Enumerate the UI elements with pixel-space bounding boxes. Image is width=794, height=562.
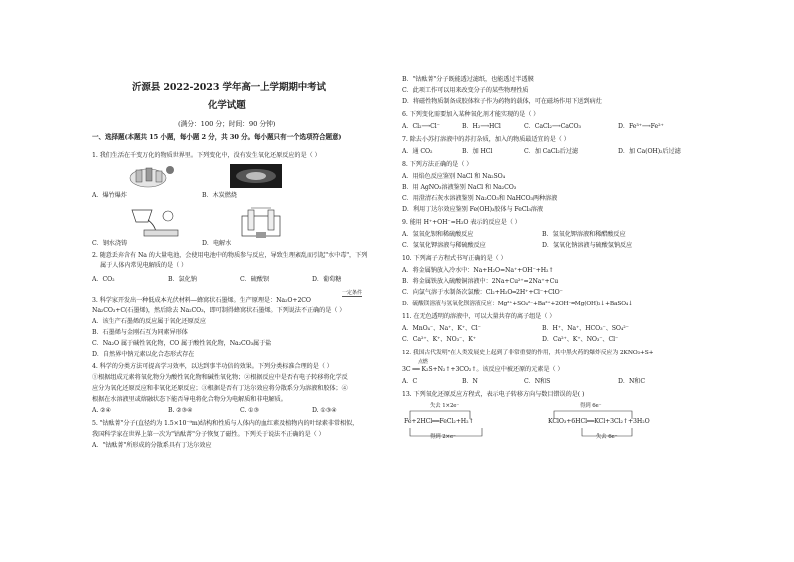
question-2-line-2: 属于人体内常见电解质的是（ ） bbox=[100, 262, 188, 269]
q5-option-a[interactable]: A．"钴酞菁"所形成的分散系具有丁达尔效应 bbox=[92, 442, 212, 449]
q2-option-b[interactable]: B．氯化钠 bbox=[168, 276, 197, 283]
question-3-line-1: 3. 科学家开发出一种低成本光伏材料—蜂窝状石墨烯。生产原理是：Na₂O+2CO bbox=[92, 297, 311, 304]
ignite-label: 点燃 bbox=[418, 359, 428, 365]
q7-option-d[interactable]: D．加 Ca(OH)₂后过滤 bbox=[618, 148, 681, 155]
question-9: 9. 能用 H⁺+OH⁻=H₂O 表示的反应是（ ） bbox=[402, 219, 521, 226]
condition-label: 一定条件 bbox=[342, 290, 363, 296]
q9-option-b[interactable]: B．氢氧化钾溶液和稀醋酸反应 bbox=[542, 231, 626, 238]
firecracker-image bbox=[126, 162, 178, 190]
q1-option-b[interactable]: B．木炭燃烧 bbox=[202, 192, 237, 199]
q8-option-d[interactable]: D．利用丁达尔效应鉴别 Fe(OH)₃胶体与 FeCl₃溶液 bbox=[402, 206, 543, 213]
electrolysis-image bbox=[238, 206, 284, 240]
q9-option-d[interactable]: D．氢氧化钠溶液与硫酸氢钠反应 bbox=[542, 242, 633, 249]
question-1: 1. 我们生活在千变万化的物质世界里。下列变化中，没有发生氧化还原反应的是（ ） bbox=[92, 152, 321, 159]
charcoal-image bbox=[230, 162, 282, 190]
q11-option-d[interactable]: D．Ca²⁺、K⁺、NO₃⁻、Cl⁻ bbox=[542, 336, 619, 343]
q13-b-equation[interactable]: KClO₃+6HCl══KCl+3Cl₂↑+3H₂O bbox=[548, 418, 650, 425]
q3-option-c[interactable]: C．Na₂O 属于碱性氧化物，CO 属于酸性氧化物，Na₂CO₃属于盐 bbox=[92, 340, 272, 347]
q11-option-c[interactable]: C．Ca²⁺、K⁺、NO₃⁻、K⁺ bbox=[402, 336, 476, 343]
question-5-line-1: 5. "钴酞菁"分子(直径约为 1.5×10⁻⁹m)结构和性质与人体内的血红素及植物内的叶绿素非常相似， bbox=[92, 420, 359, 427]
q12-option-b[interactable]: B．N bbox=[462, 378, 478, 385]
question-13: 13. 下列氧化还原反应方程式，表示电子转移方向与数目错误的是( ) bbox=[402, 391, 585, 398]
question-10: 10. 下列离子方程式书写正确的是（ ） bbox=[402, 255, 507, 262]
q6-option-b[interactable]: B．H₂⟶HCl bbox=[462, 123, 501, 130]
question-12-line-1: 12. 我国古代发明"在人类发展史上起到了非常重要的作用，其中黑火药的爆炸反应为 2KNO₃+S+ bbox=[402, 350, 654, 356]
q1-option-c[interactable]: C．钢水浇铸 bbox=[92, 240, 128, 247]
question-4-line-2: ①根据组成元素将氧化物分为酸性氧化物和碱性氧化物；②根据反应中是否有电子转移将化学反 bbox=[92, 374, 348, 381]
q5-option-d[interactable]: D．将磁性物质制备成胶体粒子作为药物的载体，可在磁场作用下送到病灶 bbox=[402, 98, 602, 105]
q7-option-c[interactable]: C．加 CaCl₂后过滤 bbox=[524, 148, 579, 155]
exam-subject: 化学试题 bbox=[208, 100, 246, 111]
q4-option-a[interactable]: A. ②④ bbox=[92, 407, 111, 414]
q8-option-c[interactable]: C．用澄清石灰水溶液鉴别 Na₂CO₃和 NaHCO₃两种溶液 bbox=[402, 195, 558, 202]
question-11: 11. 在无色透明的溶液中，可以大量共存的离子组是（ ） bbox=[402, 313, 556, 320]
q10-option-c[interactable]: C．向氯气溶于水制备次氯酸：Cl₂+H₂O═2H⁺+Cl⁻+ClO⁻ bbox=[402, 289, 563, 296]
question-4-line-1: 4. 科学的分类方法可提高学习效率，以达到事半功倍的效果。下列分类标准合理的是（ ） bbox=[92, 363, 333, 370]
q1-option-d[interactable]: D．电解水 bbox=[202, 240, 232, 247]
q8-option-b[interactable]: B．用 AgNO₃溶液鉴别 NaCl 和 Na₂CO₃ bbox=[402, 184, 517, 191]
question-4-line-3: 应分为氧化还原反应和非氧化还原反应；③根据是否有丁达尔效应将分散系分为溶液和胶体；④ bbox=[92, 385, 348, 392]
q12-option-c[interactable]: C．N和S bbox=[524, 378, 551, 385]
q7-option-a[interactable]: A．通 CO₂ bbox=[402, 148, 433, 155]
q10-option-d[interactable]: D．硫酸镁溶液与氢氧化钡溶液反应：Mg²⁺+SO₄²⁻+Ba²⁺+2OH⁻═Mg(OH)₂↓+BaSO₄↓ bbox=[402, 301, 633, 307]
q6-option-c[interactable]: C．CaCl₂⟶CaCO₃ bbox=[524, 123, 581, 130]
question-2-line-1: 2. 随意丢弃含有 Na 的大量电池，会使用电池中的物质参与反应，导致生理紊乱而引起"水中毒"，下列 bbox=[92, 252, 368, 259]
question-6: 6. 下列变化需要加入某种氧化剂才能实现的是（ ） bbox=[402, 111, 540, 118]
question-8: 8. 下列方法正确的是（ ） bbox=[402, 161, 473, 168]
question-12-line-2: 3C ══ K₂S+N₂↑+3CO₂↑。该反应中被还原的元素是（ ） bbox=[402, 366, 564, 373]
exam-title: 沂源县 2022-2023 学年高一上学期期中考试 bbox=[132, 82, 326, 93]
q13-b-lose-label: 失去 6e⁻ bbox=[596, 434, 618, 440]
q7-option-b[interactable]: B．加 HCl bbox=[462, 148, 493, 155]
q6-option-d[interactable]: D．Fe³⁺⟶Fe²⁺ bbox=[618, 123, 664, 130]
q2-option-a[interactable]: A．CO₂ bbox=[92, 276, 115, 283]
q2-option-d[interactable]: D．葡萄糖 bbox=[312, 276, 342, 283]
q6-option-a[interactable]: A．Cl₂⟶Cl⁻ bbox=[402, 123, 440, 130]
q11-option-b[interactable]: B．H⁺、Na⁺、HCO₃⁻、SO₄²⁻ bbox=[542, 325, 629, 332]
question-7: 7. 除去小苏打溶液中的苏打杂质，加入的物质最适宜的是（ ） bbox=[402, 136, 570, 143]
q13-a-gain-label: 得到 2×e⁻ bbox=[430, 434, 456, 440]
q2-option-c[interactable]: C．硫酸钡 bbox=[240, 276, 269, 283]
q12-option-d[interactable]: D．N和C bbox=[618, 378, 645, 385]
left-column bbox=[90, 0, 395, 562]
q4-option-c[interactable]: C. ①③ bbox=[240, 407, 260, 414]
q4-option-b[interactable]: B. ②③④ bbox=[168, 407, 193, 414]
question-3-line-2: Na₂CO₃+C(石墨烯)，然后除去 Na₂CO₃，即可制得蜂窝状石墨烯。下列说法不正确的是（ ） bbox=[92, 307, 346, 314]
q13-b-gain-label: 得到 6e⁻ bbox=[580, 403, 602, 409]
q4-option-d[interactable]: D. ①③④ bbox=[312, 407, 337, 414]
q13-a-lose-label: 失去 1×2e⁻ bbox=[430, 403, 460, 409]
q1-option-a[interactable]: A．爆竹爆炸 bbox=[92, 192, 127, 199]
q11-option-a[interactable]: A．MnO₄⁻、Na⁺、K⁺、Cl⁻ bbox=[402, 325, 481, 332]
steel-pouring-image bbox=[126, 206, 182, 238]
question-4-line-4: 根据在水溶液里或熔融状态下能否导电将化合物分为电解质和非电解质。 bbox=[92, 396, 287, 403]
q3-option-d[interactable]: D．自然界中钠元素以化合态形式存在 bbox=[92, 351, 195, 358]
q3-option-a[interactable]: A．该生产石墨烯的反应属于氧化还原反应 bbox=[92, 318, 206, 325]
question-5-line-2: 我国科学家在世界上第一次为"钴酞菁"分子恢复了磁性。下列关于说法不正确的是（ ） bbox=[92, 431, 325, 438]
q5-option-b[interactable]: B．"钴酞菁"分子既能透过滤纸，也能透过半透膜 bbox=[402, 76, 534, 83]
q13-a-equation[interactable]: Fe+2HCl══FeCl₂+H₂↑ bbox=[404, 418, 474, 425]
q5-option-c[interactable]: C．此项工作可以用来改变分子的某些物理性质 bbox=[402, 87, 529, 94]
q10-option-a[interactable]: A．将金属钠放入冷水中：Na+H₂O=Na⁺+OH⁻+H₂↑ bbox=[402, 267, 554, 274]
q12-option-a[interactable]: A．C bbox=[402, 378, 418, 385]
q3-option-b[interactable]: B．石墨烯与金刚石互为同素异形体 bbox=[92, 329, 188, 336]
q9-option-c[interactable]: C．氢氧化钾溶液与稀硫酸反应 bbox=[402, 242, 486, 249]
right-column bbox=[400, 0, 722, 562]
section-heading: 一、选择题(本题共 15 小题，每小题 2 分，共 30 分。每小题只有一个选项符合题意) bbox=[92, 133, 342, 141]
q10-option-b[interactable]: B．将金属铁放入硫酸铜溶液中：2Na+Cu²⁺=2Na⁺+Cu bbox=[402, 278, 559, 285]
exam-meta: (满分：100 分；时间：90 分钟) bbox=[178, 120, 276, 128]
q9-option-a[interactable]: A．氢氧化钡和稀硫酸反应 bbox=[402, 231, 474, 238]
q8-option-a[interactable]: A．用焰色反应鉴别 NaCl 和 Na₂SO₄ bbox=[402, 173, 505, 180]
